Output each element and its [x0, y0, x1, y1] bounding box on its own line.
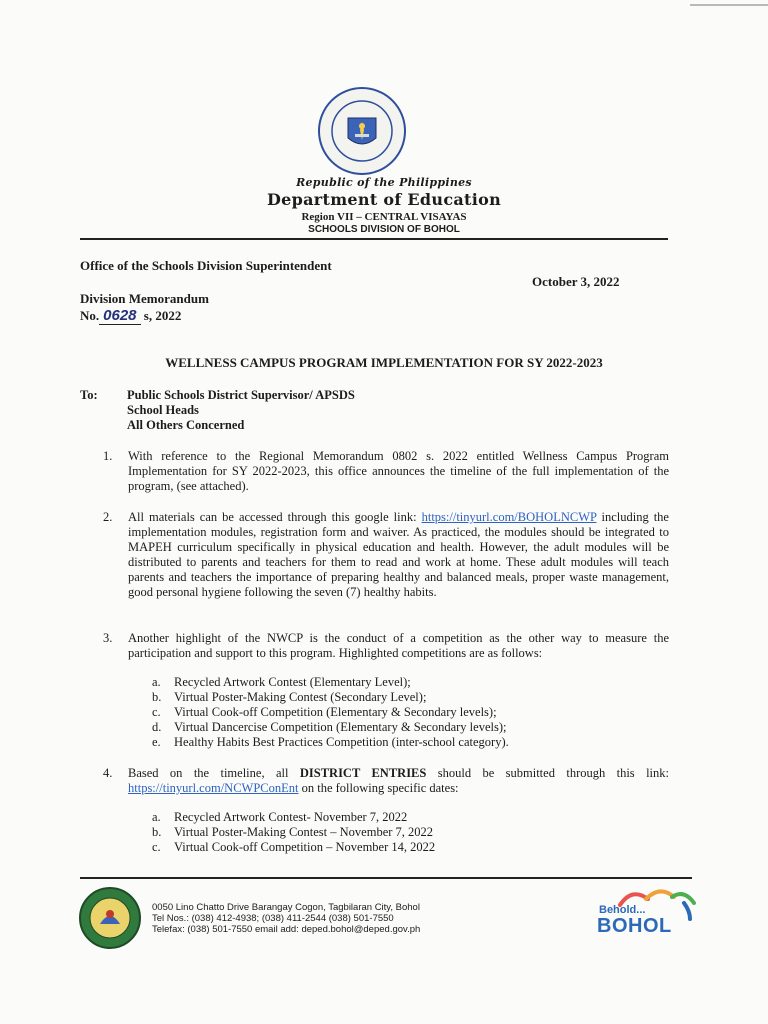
footer-tel: Tel Nos.: (038) 412-4938; (038) 411-2544 (038) 501-7550 — [152, 913, 394, 924]
footer-divider — [80, 877, 692, 879]
paragraph-text — [128, 510, 669, 600]
recipient-item: Public Schools District Supervisor/ APSDS — [127, 388, 355, 402]
list-letter: a. — [152, 675, 161, 689]
memo-type: Division Memorandum — [80, 291, 209, 306]
memo-number-handwritten: 0628 — [99, 307, 140, 325]
paragraph-text: Another highlight of the NWCP is the conduct of a competition as the other way to measure the participation and support to this program. Highlighted competitions are as follows: — [128, 631, 669, 660]
materials-link[interactable]: https://tinyurl.com/BOHOLNCWP — [421, 510, 597, 524]
list-text: Virtual Poster-Making Contest (Secondary Level); — [174, 690, 427, 704]
list-item — [152, 690, 509, 705]
list-item — [152, 840, 435, 855]
republic-line: Republic of the Philippines — [296, 176, 472, 189]
scan-edge-line — [690, 4, 768, 6]
list-text: Virtual Cook-off Competition (Elementary & Secondary levels); — [174, 705, 497, 719]
paragraph-1 — [103, 449, 669, 494]
deadline-list — [152, 810, 435, 855]
paragraph-number: 3. — [103, 631, 113, 645]
list-text: Recycled Artwork Contest (Elementary Level); — [174, 675, 411, 689]
paragraph-text-part: including the implementation modules, registration form and waiver. As practiced, the modules should be integrated to MAPEH curriculum specifically in physical education and health. However, the adult modules will be distributed to parents and teachers for them to read and work at home. These adult modules will teach parents and teachers the importance of preparing healthy and balanced meals, proper waste management, good personal hygiene following the seven (7) healthy habits. — [128, 510, 669, 599]
list-letter: e. — [152, 735, 161, 749]
list-item — [152, 810, 435, 825]
list-item — [152, 735, 509, 750]
recipient-item: All Others Concerned — [127, 418, 245, 432]
region-line: Region VII – CENTRAL VISAYAS — [301, 211, 467, 223]
paragraph-text-part: should be submitted through this link: — [426, 766, 669, 780]
memo-number-prefix: No. — [80, 308, 100, 323]
memo-number-line — [80, 307, 181, 324]
department-name: Department of Education — [266, 190, 502, 209]
logo-behold-text: Behold... — [599, 904, 646, 916]
list-item — [152, 825, 435, 840]
memo-date: October 3, 2022 — [532, 274, 620, 289]
paragraph-text-part: All materials can be accessed through this google link: — [128, 510, 422, 524]
paragraph-text-part: on the following specific dates: — [298, 781, 459, 795]
footer-contact — [152, 902, 420, 935]
list-letter: c. — [152, 840, 161, 854]
list-item — [152, 705, 509, 720]
paragraph-text-part: Based on the timeline, all — [128, 766, 300, 780]
recipient-list — [127, 388, 355, 433]
paragraph-number: 2. — [103, 510, 113, 524]
paragraph-text — [128, 766, 669, 796]
list-letter: b. — [152, 825, 162, 839]
memo-heading — [80, 290, 209, 324]
division-seal-logo — [78, 886, 142, 950]
paragraph-text: With reference to the Regional Memorandum 0802 s. 2022 entitled Wellness Campus Program Implementation for SY 2022-2023, this office announces the timeline of the full implementation of the program, (see attached). — [128, 449, 669, 493]
list-item — [152, 675, 509, 690]
list-text: Virtual Poster-Making Contest – November 7, 2022 — [174, 825, 434, 839]
footer-address: 0050 Lino Chatto Drive Barangay Cogon, Tagbilaran City, Bohol — [152, 902, 420, 913]
list-text: Healthy Habits Best Practices Competition (inter-school category). — [174, 735, 509, 749]
district-entries-emphasis: DISTRICT ENTRIES — [299, 766, 427, 780]
memo-title: WELLNESS CAMPUS PROGRAM IMPLEMENTATION FOR SY 2022-2023 — [165, 355, 603, 370]
to-label: To: — [80, 388, 98, 402]
list-text: Virtual Cook-off Competition – November 14, 2022 — [174, 840, 436, 854]
memo-number-suffix: s, 2022 — [143, 308, 182, 323]
entries-link[interactable]: https://tinyurl.com/NCWPConEnt — [128, 781, 299, 795]
paragraph-3 — [103, 631, 669, 661]
deped-seal-logo — [317, 86, 407, 176]
footer-telefax: Telefax: (038) 501-7550 email add: deped.bohol@deped.gov.ph — [152, 924, 421, 935]
paragraph-4 — [103, 766, 669, 796]
list-text: Recycled Artwork Contest- November 7, 2022 — [174, 810, 408, 824]
header-divider — [80, 238, 668, 240]
list-letter: d. — [152, 720, 162, 734]
list-item — [152, 720, 509, 735]
list-letter: b. — [152, 690, 162, 704]
recipient-item: School Heads — [127, 403, 199, 417]
paragraph-number: 1. — [103, 449, 113, 463]
division-line: SCHOOLS DIVISION OF BOHOL — [308, 224, 460, 235]
list-text: Virtual Dancercise Competition (Elementary & Secondary levels); — [174, 720, 507, 734]
list-letter: a. — [152, 810, 161, 824]
logo-bohol-text: BOHOL — [597, 915, 672, 937]
paragraph-2 — [103, 510, 669, 600]
competition-list — [152, 675, 509, 750]
list-letter: c. — [152, 705, 161, 719]
office-name: Office of the Schools Division Superintendent — [80, 258, 332, 273]
paragraph-number: 4. — [103, 766, 113, 780]
